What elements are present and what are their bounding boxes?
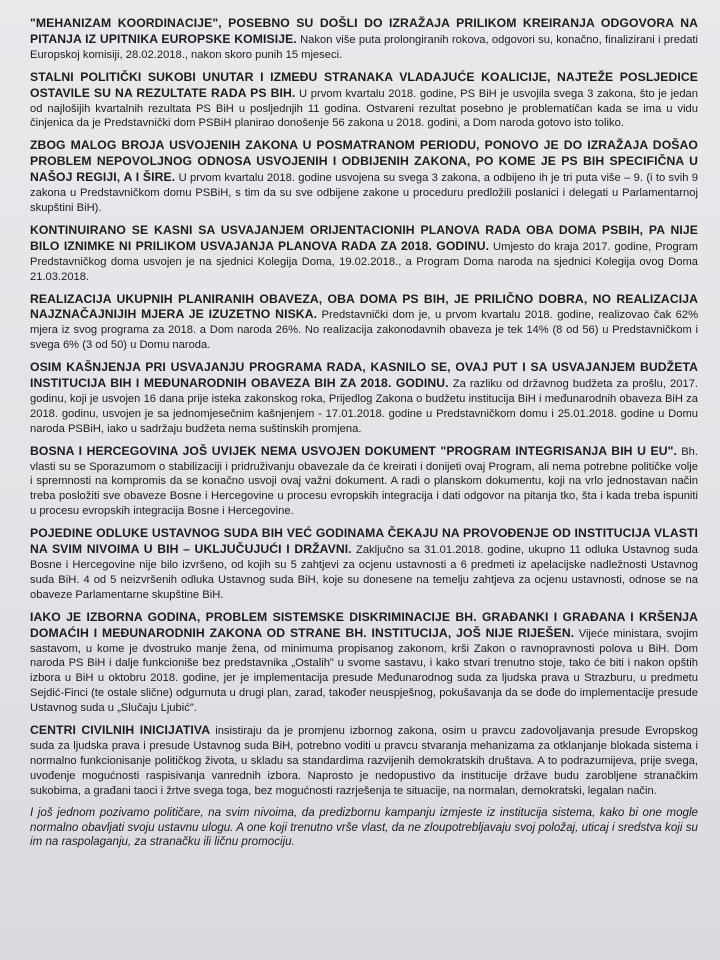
paragraph-body: Bh. vlasti su se Sporazumom o stabilizaciji i pridruživanju obavezale da će kreirati i donijeti ovaj Program, ali nema potrebne političke volje i spremnosti na kompromis da se konačno usvoji ovaj važni dokument. A radi o planskom dokumentu, koji na vrlo jednostavan način treba posložiti sve obaveze Bosne i Hercegovine u procesu evropskih integracija i dati odgovor na pitanja tko, šta i kada treba ispuniti u procesu evropskih integracija Bosne i Hercegovine. <box>30 445 699 518</box>
paragraph-adopted-rejected-laws <box>30 138 698 216</box>
paragraph-lead: OSIM KAŠNJENJA PRI USVAJANJU PROGRAMA RADA, KASNILO SE, OVAJ PUT I SA USVAJANJEM BUDŽETA INSTITUCIJA BIH I MEĐUNARODNIH OBAVEZA BIH ZA 2018. GODINU. <box>30 360 698 391</box>
paragraph-lead: BOSNA I HERCEGOVINA JOŠ UVIJEK NEMA USVOJEN DOKUMENT "PROGRAM INTEGRISANJA BIH U EU". <box>30 443 678 458</box>
closing-appeal <box>30 806 698 851</box>
paragraph-budget-delay <box>30 360 698 437</box>
paragraph-discrimination <box>30 610 698 716</box>
paragraph-body: Nakon više puta prolongiranih rokova, odgovori su, konačno, finalizirani i predati Europskoj komisiji, 28.02.2018., nakon skoro punih 15 mjeseci. <box>30 33 699 61</box>
paragraph-lead: "MEHANIZAM KOORDINACIJE", POSEBNO SU DOŠLI DO IZRAŽAJA PRILIKOM KREIRANJA ODGOVORA NA PITANJA IZ UPITNIKA EUROPSKE KOMISIJE. <box>30 16 698 46</box>
paragraph-body: Predstavnički dom je, u prvom kvartalu 2018. godine, realizovao čak 62% mjera iz svog programa za 2018. a Dom naroda 26%. No realizacija zakonodavnih obaveza je tek 14% (8 od 56) u Predstavničkom i svega 6% (3 od 50) u Domu naroda. <box>30 309 699 352</box>
paragraph-lead: STALNI POLITIČKI SUKOBI UNUTAR I IZMEĐU STRANAKA VLADAJUĆE KOALICIJE, NAJTEŽE POSLJEDICE OSTAVILE SU NA REZULTATE RADA PS BIH. <box>30 69 698 100</box>
paragraph-eu-integration-program <box>30 444 698 520</box>
paragraph-body: U prvom kvartalu 2018. godine, PS BiH je usvojila svega 3 zakona, što je jedan od najlošijih kvartalnih rezultata PS BiH u posljednjih 11 godina. Ostvareni rezultat posebno je problematičan kada se ima u vidu činjenica da je Predstavnički dom PSBiH planirao donošenje 56 zakona u 2018. godini, a Dom naroda gotovo isto toliko. <box>30 87 699 130</box>
paragraph-body: Vijeće ministara, svojim sastavom, u kome je dvostruko manje žena, od minimuma propisanog zakonom, krši Zakon o ravnopravnosti polova u BiH. Dom naroda PS BiH i dalje funkcioniše bez predstavnika „Ostalih" u svome sastavu, i kako stvari trenutno stoje, tako će biti i nakon opštih izbora u BiH u oktobru 2018. godine, jer je implementacija presude Međunarodnog suda za ljudska prava u Strazburu, u predmetu Sejdić-Finci (te ostale slične) odgurnuta u drugi plan, zarad, također neuspješnog, pokušavanja da se dođe do implementacije presude Ustavnog suda u „Slučaju Ljubić". <box>30 627 699 715</box>
paragraph-obligations-realization <box>30 292 698 354</box>
paragraph-constitutional-court <box>30 526 698 603</box>
paragraph-body: Zaključno sa 31.01.2018. godine, ukupno 11 odluka Ustavnog suda Bosne i Hercegovine nije bilo izvršeno, od kojih su 5 zahtjevi za ocjenu ustavnosti a 6 predmeti iz apelacijske nadležnosti Ustavnog suda BiH. 4 od 5 neizvršenih odluka Ustavnog suda BiH, koje su donesene na temelju zahtjeva za ocjenu ustavnosti, odnose se na obaveze Parlamentarne skupštine BiH. <box>30 544 699 601</box>
paragraph-work-plans <box>30 223 698 285</box>
paragraph-lead: REALIZACIJA UKUPNIH PLANIRANIH OBAVEZA, OBA DOMA PS BIH, JE PRILIČNO DOBRA, NO REALIZACIJA NAJZNAČAJNIJIH MJERA JE IZUZETNO NISKA. <box>30 291 698 322</box>
paragraph-body: insistiraju da je promjenu izbornog zakona, osim u pravcu zadovoljavanja presude Evropskog suda za ljudska prava i presude Ustavnog suda BiH, potrebno voditi u pravcu stvaranja mehanizama za otklanjanje blokada sistema i normalno funkcionisanje političkog života, u skladu sa standardima razvijenih demokratskih društava. A to podrazumijeva, prije svega, uvođenje mogućnosti raspisivanja vanrednih izbora. Naprosto je nedopustivo da institucije države budu zarobljene stranačkim sukobima, a građani taoci i žrtve svega toga, bez mogućnosti razrješenja te situacije, na normalan, demokratski, legalan način. <box>30 725 699 797</box>
paragraph-political-conflicts <box>30 70 698 132</box>
paragraph-body: Za razliku od državnog budžeta za prošlu, 2017. godinu, koji je usvojen 16 dana prije isteka zakonskog roka, Prijedlog Zakona o budžetu institucija BiH i međunarodnih obaveza BiH za 2018. godinu, usvojen je sa jednomjesečnim kašnjenjem - 17.01.2018. godine u Predstavničkom domu i 25.01.2018. godine u Domu naroda PSBiH, iako u sadržaju budžeta nema suštinskih promjena. <box>30 378 699 435</box>
paragraph-body: Umjesto do kraja 2017. godine, Program Predstavničkog doma usvojen je na sjednici Kolegija Doma, 19.02.2018., a Program Doma naroda na sjednici Kolegija ovog Doma 21.03.2018. <box>30 240 699 283</box>
closing-text: I još jednom pozivamo političare, na svim nivoima, da predizbornu kampanju izmjeste iz institucija sistema, kako bi one mogle normalno obavljati svoju ustavnu ulogu. A one koji trenutno vrše vlast, da ne zloupotrebljavaju svoj položaj, uticaj i sredstva koji su im na raspolaganju, za stranačku ili ličnu promociju. <box>30 805 698 849</box>
paragraph-lead: IAKO JE IZBORNA GODINA, PROBLEM SISTEMSKE DISKRIMINACIJE BH. GRAĐANKI I GRAĐANA I KRŠENJA DOMAĆIH I MEĐUNARODNIH ZAKONA OD STRANE BH. INSTITUCIJA, JOŠ NIJE RIJEŠEN. <box>30 609 698 640</box>
paragraph-civil-initiatives <box>30 723 698 799</box>
paragraph-body: U prvom kvartalu 2018. godine usvojena su svega 3 zakona, a odbijeno ih je tri puta više – 9. (i to svih 9 zakona u Predstavničkom domu PSBiH, s tim da su sve odbijene zakone u proceduru predložili poslanici i delegati u Parlamentarnoj skupštini BiH). <box>30 172 698 214</box>
paragraph-coordination <box>30 16 698 63</box>
paragraph-lead: ZBOG MALOG BROJA USVOJENIH ZAKONA U POSMATRANOM PERIODU, PONOVO JE DO IZRAŽAJA DOŠAO PROBLEM NEPOVOLJNOG ODNOSA USVOJENIH I ODBIJENIH ZAKONA, PO KOME JE PS BIH SPECIFIČNA U NAŠOJ REGIJI, A I ŠIRE. <box>30 138 698 185</box>
paragraph-lead: POJEDINE ODLUKE USTAVNOG SUDA BIH VEĆ GODINAMA ČEKAJU NA PROVOĐENJE OD INSTITUCIJA VLASTI NA SVIM NIVOIMA U BIH – UKLJUČUJUĆI I DRŽAVNI. <box>30 526 698 557</box>
paragraph-lead: KONTINUIRANO SE KASNI SA USVAJANJEM ORIJENTACIONIH PLANOVA RADA OBA DOMA PSBIH, PA NIJE BILO IZNIMKE NI PRILIKOM USVAJANJA PLANOVA RADA ZA 2018. GODINU. <box>30 222 698 253</box>
paragraph-lead: CENTRI CIVILNIH INICIJATIVA <box>30 723 211 738</box>
